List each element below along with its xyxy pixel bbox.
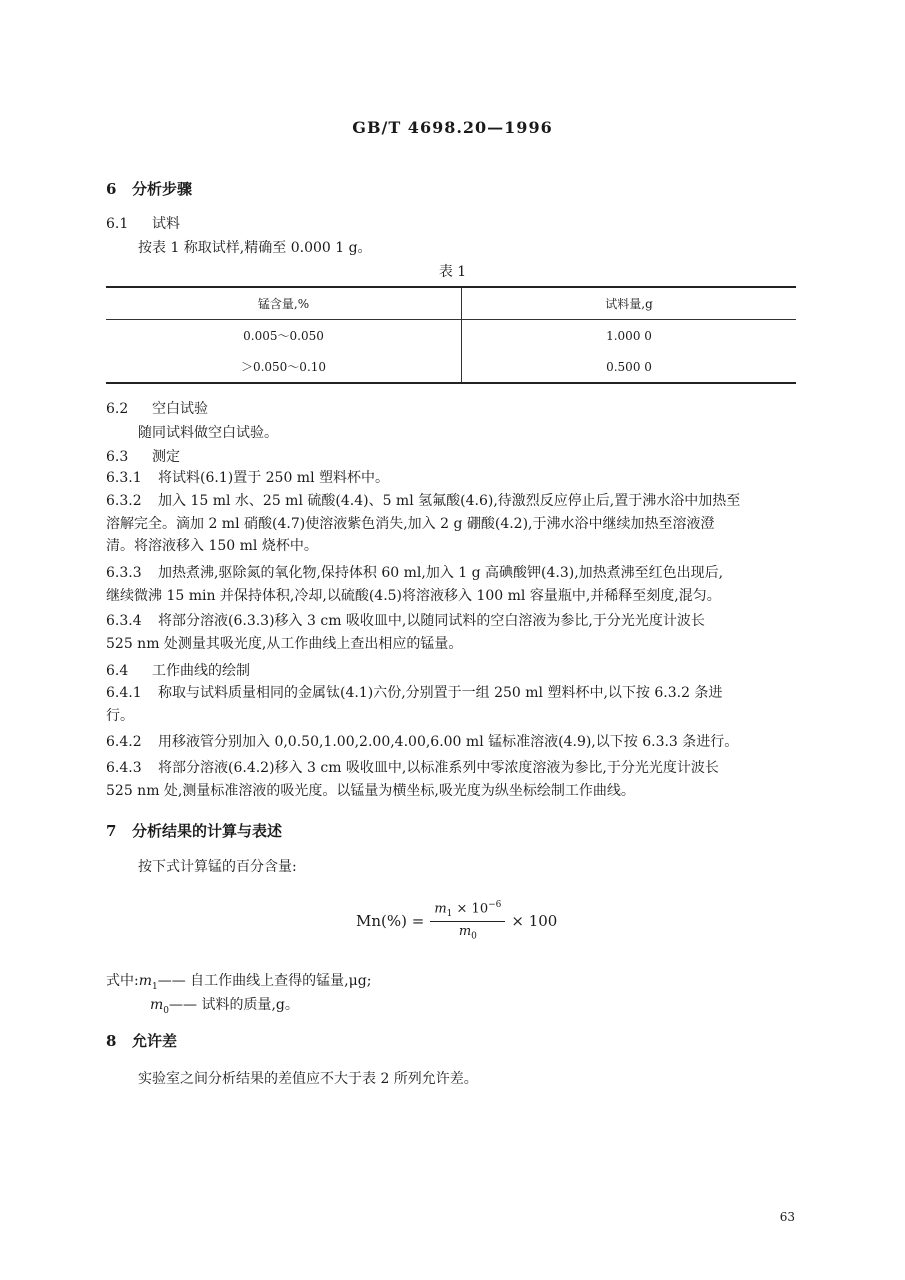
section-title: 试料 — [152, 216, 180, 232]
paragraph-text: 将试料(6.1)置于 250 ml 塑料杯中。 — [158, 470, 390, 486]
section-6-3-heading — [106, 446, 180, 466]
formula-denominator: $m_0$ — [458, 923, 477, 942]
section-6-4-heading — [106, 660, 250, 680]
section-title: 允许差 — [132, 1032, 178, 1050]
paragraph-line: 525 nm 处测量其吸光度,从工作曲线上查出相应的锰量。 — [106, 635, 463, 652]
section-title: 分析结果的计算与表述 — [132, 822, 283, 840]
section-6-3-1 — [106, 467, 796, 490]
section-number: 6.3.1 — [106, 470, 142, 486]
section-7-text: 按下式计算锰的百分含量: — [138, 859, 297, 875]
section-7-heading — [106, 820, 282, 841]
section-number: 6.3.2 — [106, 493, 142, 509]
paragraph-line: 继续微沸 15 min 并保持体积,冷却,以硫酸(4.5)将溶液移入 100 ml 容量瓶中,并稀释至刻度,混匀。 — [106, 587, 721, 604]
section-number: 6.4.1 — [106, 685, 142, 701]
table-row — [106, 351, 796, 383]
standard-header: GB/T 4698.20—1996 — [352, 118, 553, 137]
table-header-row — [106, 287, 796, 320]
section-6-3-3 — [106, 562, 796, 607]
table-cell: ＞0.050～0.10 — [106, 351, 462, 383]
section-number: 6.2 — [106, 401, 129, 417]
formula-where-m1: 式中$:m_1——$ 自工作曲线上查得的锰量,μg; — [106, 973, 372, 992]
section-title: 分析步骤 — [132, 180, 193, 198]
section-6-3-4 — [106, 610, 796, 655]
paragraph-line: 将部分溶液(6.4.2)移入 3 cm 吸收皿中,以标准系列中零浓度溶液为参比,于分光光度计波长 — [158, 760, 719, 776]
section-title: 测定 — [152, 449, 180, 465]
section-number: 6.4.3 — [106, 760, 142, 776]
section-number: 6 — [106, 180, 117, 198]
formula-numerator: $m_1 \times 10^{-6}$ — [430, 900, 505, 922]
table-cell: 1.000 0 — [606, 328, 652, 343]
section-6-2-text: 随同试料做空白试验。 — [138, 425, 278, 441]
paragraph-line: 将部分溶液(6.3.3)移入 3 cm 吸收皿中,以随同试料的空白溶液为参比,于分光光度计波长 — [158, 613, 705, 629]
section-number: 6.3.3 — [106, 565, 142, 581]
section-number: 6.3 — [106, 449, 129, 465]
section-6-4-1 — [106, 682, 796, 727]
paragraph-line: 清。将溶液移入 150 ml 烧杯中。 — [106, 538, 318, 554]
formula-where-m0: $m_0——$ 试料的质量,g。 — [150, 997, 299, 1016]
table-row — [106, 320, 796, 352]
table-header-cell: 锰含量,% — [106, 287, 462, 320]
table-cell: 0.005～0.050 — [106, 320, 462, 352]
page-number: 63 — [779, 1210, 795, 1224]
formula-fraction — [430, 900, 505, 942]
table-1 — [106, 286, 796, 384]
section-6-3-2 — [106, 490, 796, 558]
paragraph-line: 溶解完全。滴加 2 ml 硝酸(4.7)使溶液紫色消失,加入 2 g 硼酸(4.2),于沸水浴中继续加热至溶液澄 — [106, 515, 715, 532]
paragraph-line: 用移液管分别加入 0,0.50,1.00,2.00,4.00,6.00 ml 锰标准溶液(4.9),以下按 6.3.3 条进行。 — [158, 734, 739, 750]
paragraph-line: 行。 — [106, 707, 134, 724]
paragraph-line: 加入 15 ml 水、25 ml 硫酸(4.4)、5 ml 氢氟酸(4.6),待激烈反应停止后,置于沸水浴中加热至 — [158, 493, 741, 509]
paragraph-line: 525 nm 处,测量标准溶液的吸光度。以锰量为横坐标,吸光度为纵坐标绘制工作曲线。 — [106, 782, 635, 799]
section-number: 6.4 — [106, 663, 129, 679]
table-cell: 0.500 0 — [462, 351, 797, 383]
section-6-heading — [106, 178, 192, 199]
section-8-heading — [106, 1030, 177, 1051]
section-6-1-heading — [106, 213, 180, 233]
section-number: 6.3.4 — [106, 613, 142, 629]
section-number: 8 — [106, 1032, 117, 1050]
table-1-caption: 表 1 — [438, 264, 467, 280]
paragraph-line: 加热煮沸,驱除氮的氧化物,保持体积 60 ml,加入 1 g 高碘酸钾(4.3),加热煮沸至红色出现后, — [158, 565, 724, 581]
section-6-4-2 — [106, 731, 796, 754]
formula — [356, 900, 557, 942]
section-number: 6.1 — [106, 216, 129, 232]
section-title: 空白试验 — [152, 401, 208, 417]
formula-lhs: Mn(%) = — [356, 911, 425, 930]
section-6-4-3 — [106, 757, 796, 802]
paragraph-line: 称取与试料质量相同的金属钛(4.1)六份,分别置于一组 250 ml 塑料杯中,以下按 6.3.2 条进 — [158, 685, 723, 701]
table-header-cell: 试料量,g — [462, 287, 797, 320]
section-number: 7 — [106, 822, 117, 840]
formula-rhs: × 100 — [511, 911, 558, 930]
section-8-text: 实验室之间分析结果的差值应不大于表 2 所列允许差。 — [138, 1071, 478, 1087]
section-title: 工作曲线的绘制 — [152, 663, 250, 679]
section-6-1-text: 按表 1 称取试样,精确至 0.000 1 g。 — [138, 240, 372, 256]
section-number: 6.4.2 — [106, 734, 142, 750]
section-6-2-heading — [106, 398, 208, 418]
